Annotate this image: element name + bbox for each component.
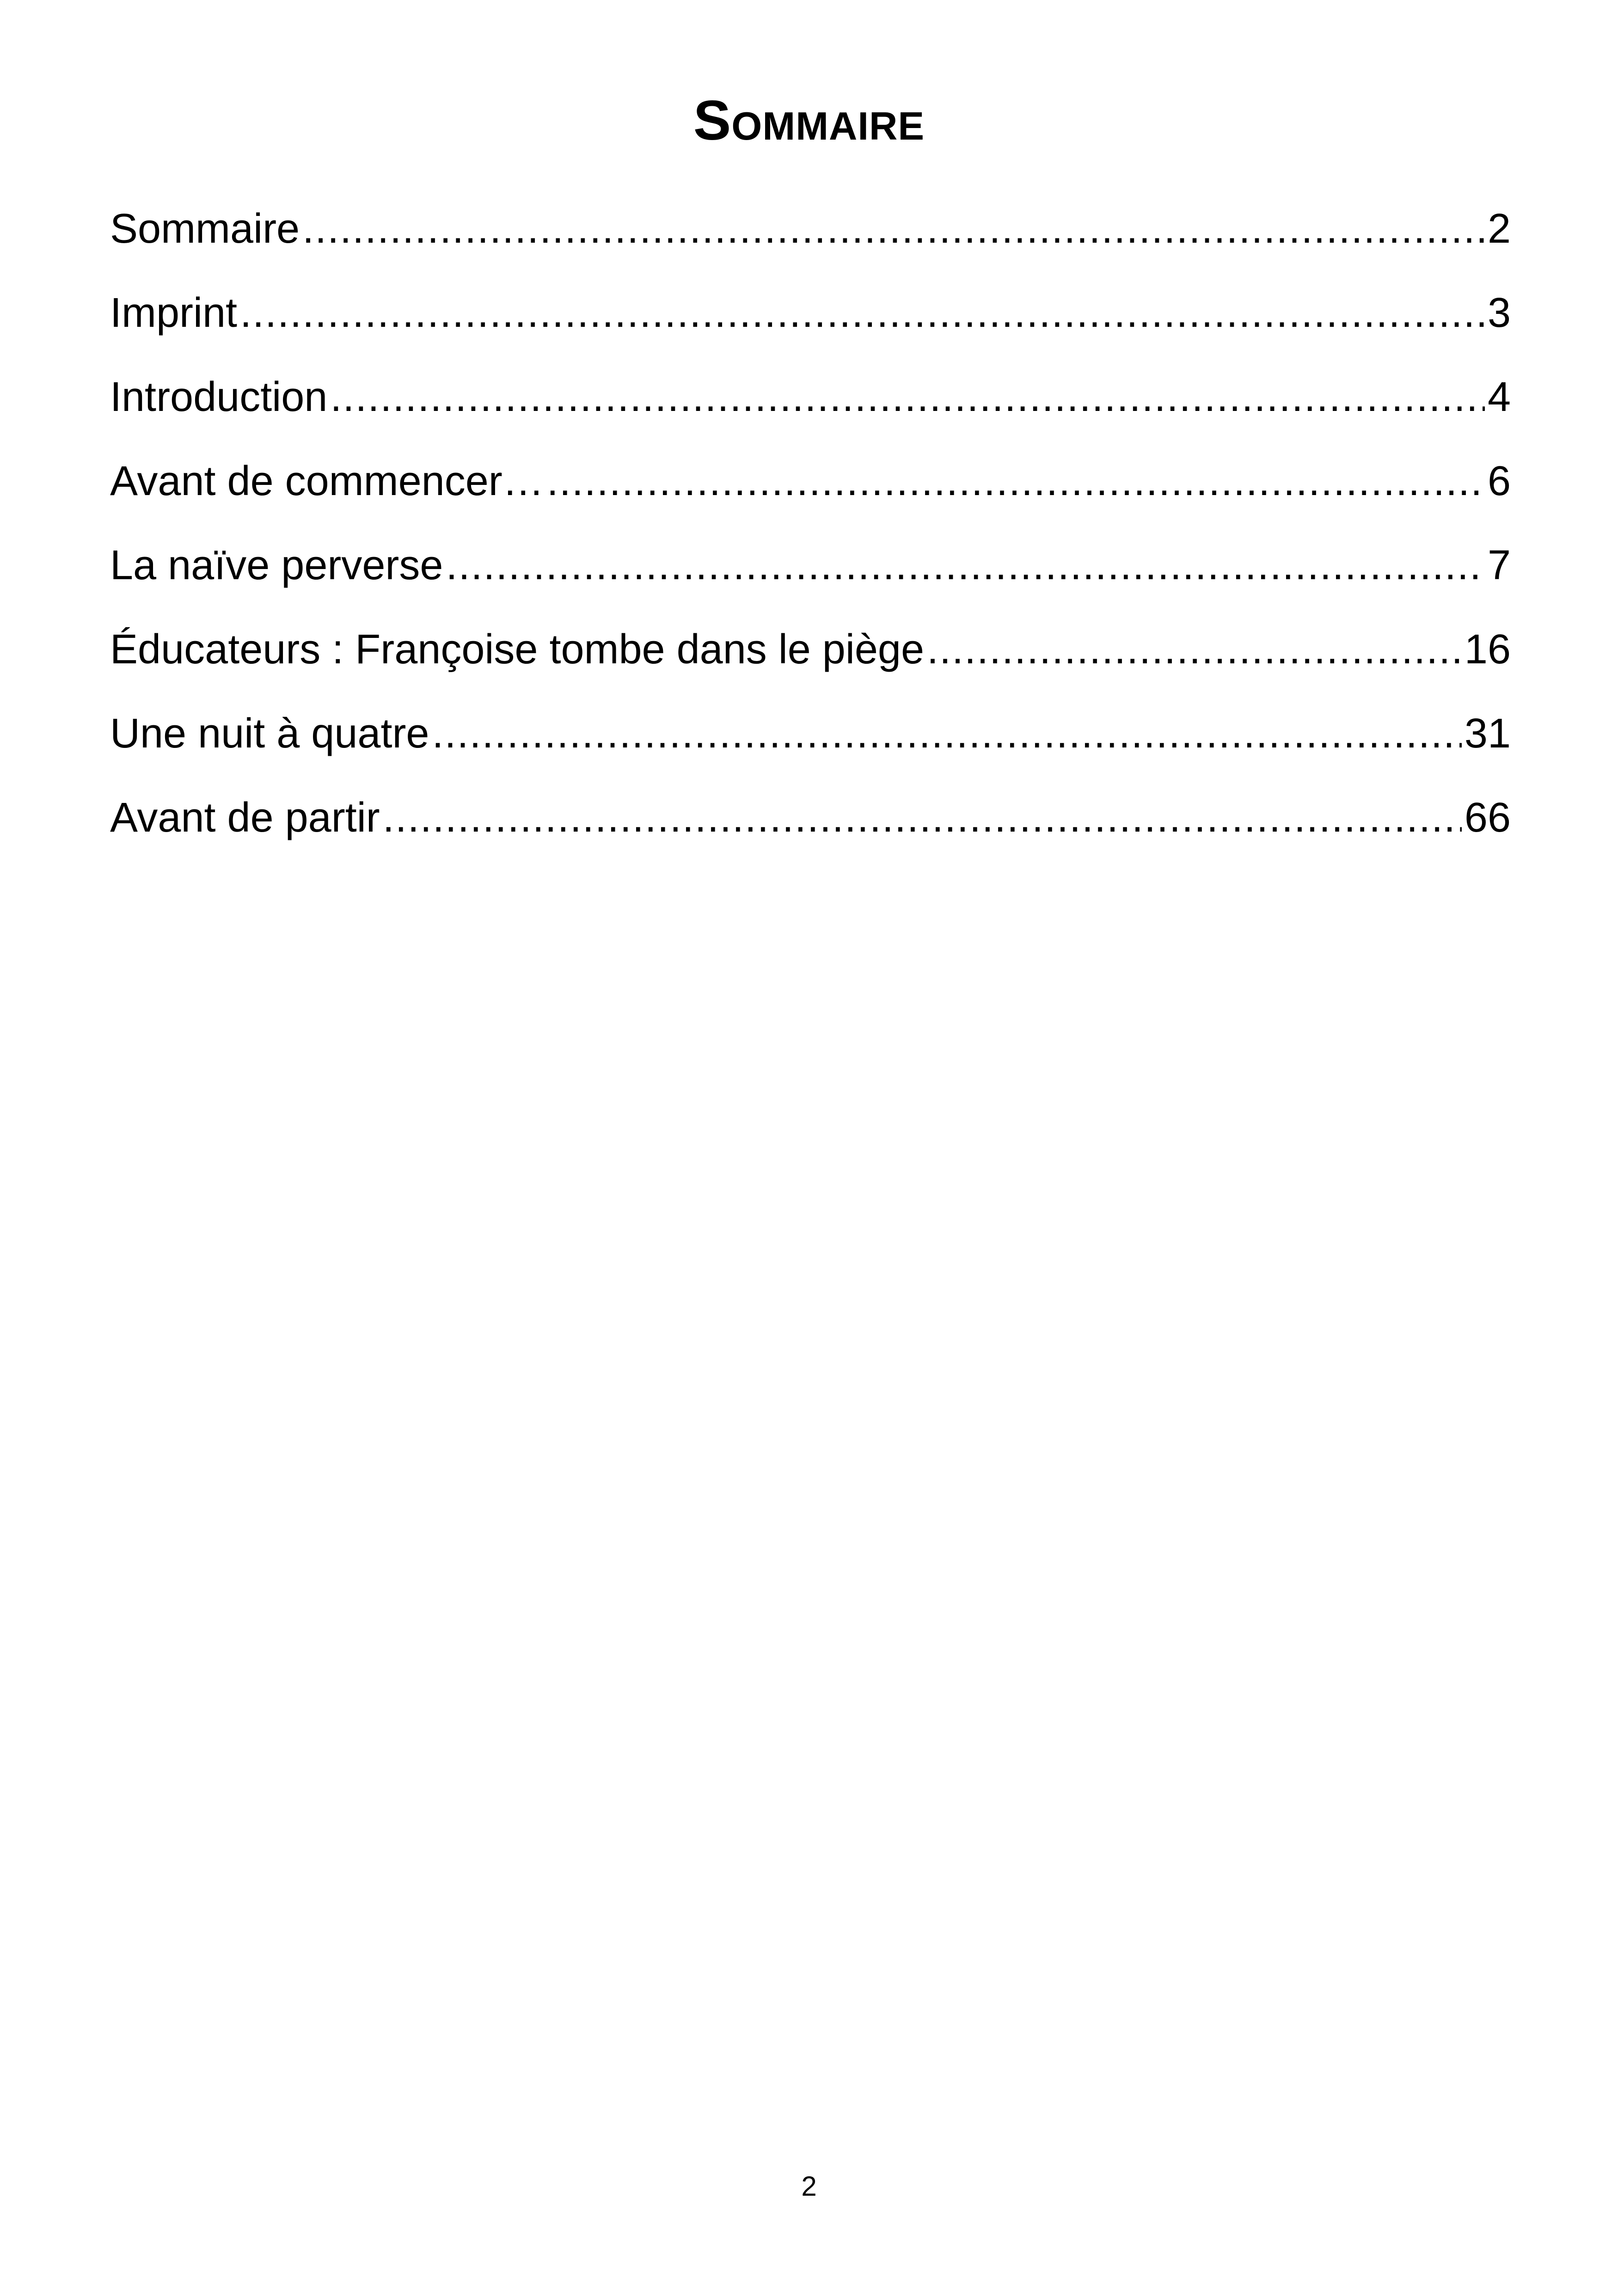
page-number: 2 [801, 2171, 817, 2202]
page-title: Sommaire [693, 89, 925, 152]
toc-entry-page: 16 [1464, 626, 1511, 673]
toc-entry-page: 6 [1487, 458, 1511, 504]
toc-entry-page: 4 [1487, 374, 1511, 420]
toc-entry[interactable] [110, 615, 1511, 699]
toc-entry-label: Avant de partir [110, 795, 380, 841]
toc-dot-leader [432, 699, 1461, 768]
toc-entry[interactable] [110, 362, 1511, 447]
toc-dot-leader [302, 194, 1485, 263]
toc-entry[interactable] [110, 447, 1511, 531]
toc-entry-page: 7 [1487, 542, 1511, 588]
toc-dot-leader [240, 278, 1485, 348]
table-of-contents [110, 194, 1511, 867]
toc-entry-page: 3 [1487, 290, 1511, 336]
toc-entry-page: 2 [1487, 206, 1511, 252]
toc-entry-label: Une nuit à quatre [110, 710, 429, 757]
toc-entry-label: Sommaire [110, 206, 300, 252]
toc-entry-label: La naïve perverse [110, 542, 443, 588]
toc-entry-label: Imprint [110, 290, 238, 336]
toc-dot-leader [383, 783, 1462, 852]
toc-entry[interactable] [110, 278, 1511, 362]
toc-dot-leader [446, 531, 1484, 600]
toc-entry-label: Introduction [110, 374, 328, 420]
toc-entry[interactable] [110, 783, 1511, 867]
toc-dot-leader [927, 615, 1462, 684]
toc-entry-page: 31 [1464, 710, 1511, 757]
toc-dot-leader [330, 362, 1485, 432]
toc-entry-page: 66 [1464, 795, 1511, 841]
toc-entry-label: Avant de commencer… [110, 458, 544, 504]
toc-entry-label: Éducateurs : Françoise tombe dans le piège [110, 626, 925, 673]
toc-entry[interactable] [110, 531, 1511, 615]
toc-entry[interactable] [110, 194, 1511, 278]
toc-entry[interactable] [110, 699, 1511, 783]
toc-dot-leader [547, 447, 1485, 516]
